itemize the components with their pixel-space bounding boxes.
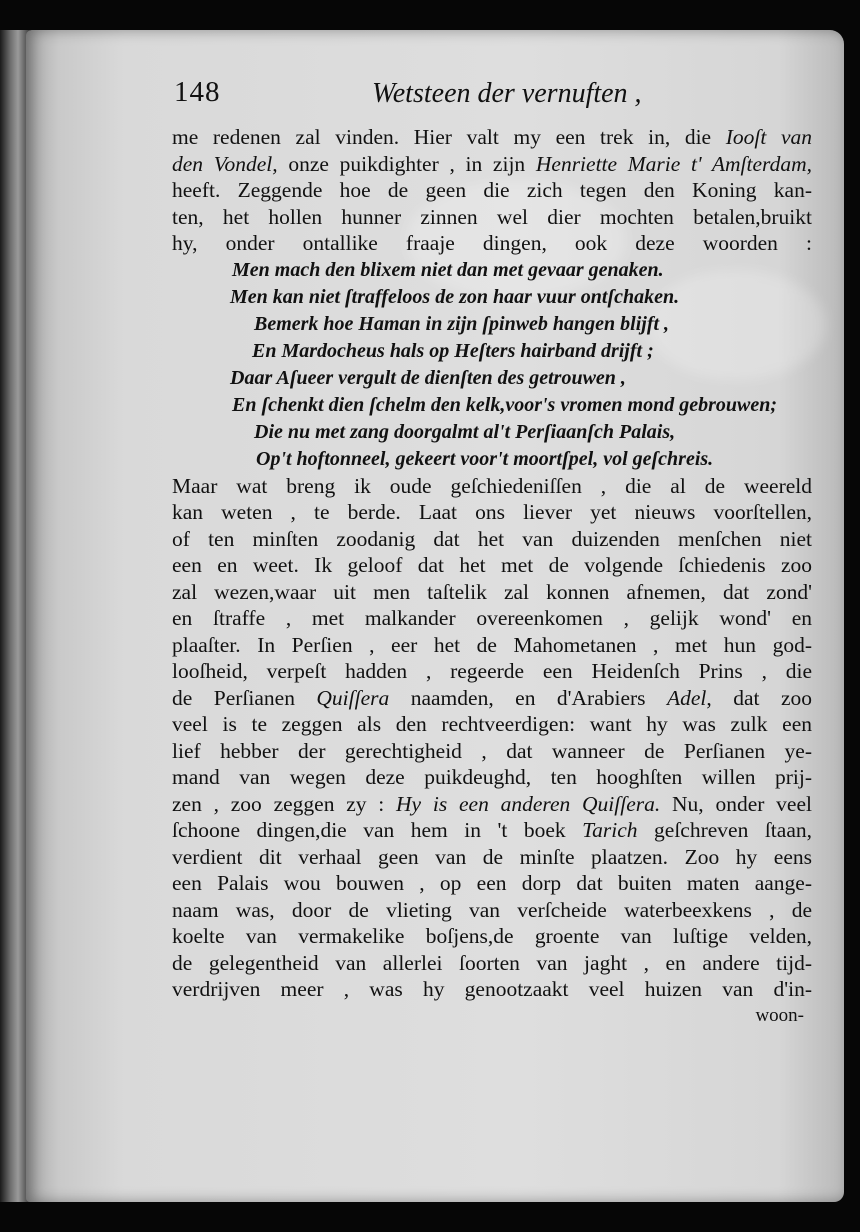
text-line (172, 738, 812, 765)
prose-paragraph-2 (172, 473, 812, 1003)
text-run: mand van wegen deze puikdeughd, ten hooghſten willen prij- (172, 765, 812, 789)
text-run: ten, het hollen hunner zinnen wel dier mochten betalen,bruikt (172, 204, 812, 229)
text-line (172, 124, 812, 151)
text-run: of ten minſten zoodanig dat het van duizenden menſchen niet (172, 526, 812, 551)
text-line (172, 897, 812, 924)
text-line (172, 526, 812, 553)
text-run: de gelegentheid van allerlei ſoorten van jaght , en andere tijd- (172, 950, 812, 975)
italic-run: Tarich (582, 818, 638, 842)
text-run: Nu, onder veel (660, 791, 812, 816)
verse-line: Die nu met zang doorgalmt al't Perſiaanſch Palais, (254, 420, 676, 443)
text-line (172, 711, 812, 738)
text-line (172, 204, 812, 231)
catchword: woon- (755, 1004, 804, 1026)
verse-line: En ſchenkt dien ſchelm den kelk,voor's vromen mond gebrouwen; (232, 393, 777, 416)
text-line (172, 499, 812, 526)
text-line (172, 632, 812, 659)
text-line (172, 473, 812, 500)
text-line (172, 844, 812, 871)
text-run: zal wezen,waar uit men taſtelik zal konnen afnemen, dat zond' (172, 579, 812, 604)
italic-run: Henriette Marie t' Amſterdam, (535, 151, 813, 176)
text-run: me redenen zal vinden. Hier valt my een trek in, die (172, 125, 726, 149)
verse-quotation (172, 257, 812, 473)
text-line (172, 950, 812, 977)
text-line (172, 685, 812, 712)
text-line (172, 579, 812, 606)
italic-run: Quiſſera (316, 685, 390, 710)
text-run: heeft. Zeggende hoe de geen die zich tegen den Koning kan- (172, 178, 812, 202)
text-line (172, 923, 812, 950)
text-line (172, 976, 812, 1003)
text-run: geſchreven ſtaan, (637, 818, 812, 842)
text-run: verdient dit verhaal geen van de minſte plaatzen. Zoo hy eens (172, 844, 812, 869)
text-run: onze puikdighter , in zijn (277, 151, 536, 176)
italic-run: Iooſt van (725, 125, 812, 149)
verse-line: Men kan niet ſtraffeloos de zon haar vuur ontſchaken. (230, 285, 680, 308)
italic-run: den Vondel, (172, 151, 278, 176)
text-run: veel is te zeggen als den rechtveerdigen: want hy was zulk een (172, 712, 812, 736)
verse-line: Op't hoftonneel, gekeert voor't moortſpel, vol geſchreis. (256, 447, 714, 470)
text-line (172, 177, 812, 204)
text-run: lief hebber der gerechtigheid , dat wanneer de Perſianen ye- (172, 738, 812, 763)
prose-paragraph-1 (172, 124, 812, 257)
text-run: kan weten , te berde. Laat ons liever yet nieuws voorſtellen, (172, 500, 812, 524)
running-head: Wetsteen der vernuften , (372, 78, 642, 109)
text-run: plaaſter. In Perſien , eer het de Mahometanen , met hun god- (172, 632, 812, 657)
text-run: een en weet. Ik geloof dat het met de volgende ſchiedenis zoo (172, 553, 812, 577)
verse-line: Men mach den blixem niet dan met gevaar genaken. (232, 258, 664, 281)
text-line (172, 764, 812, 791)
verse-line: Bemerk hoe Haman in zijn ſpinweb hangen blijft , (254, 312, 670, 335)
text-line (172, 791, 812, 818)
text-run: zen , zoo zeggen zy : (172, 791, 397, 816)
text-run: verdrijven meer , was hy genootzaakt veel huizen van d'in- (172, 977, 812, 1001)
text-run: naam was, door de vlieting van verſcheide waterbeexkens , de (172, 897, 812, 922)
text-run: hy, onder ontallike fraaje dingen, ook deze woorden : (172, 231, 812, 255)
verse-line: En Mardocheus hals op Heſters hairband drijft ; (252, 339, 654, 362)
text-run: , dat zoo (706, 685, 812, 710)
text-line (172, 870, 812, 897)
text-run: en ſtraffe , met malkander overeenkomen , gelijk wond' en (172, 606, 812, 630)
text-line (172, 151, 812, 178)
text-line (172, 658, 812, 685)
text-line (172, 605, 812, 632)
verse-line: Daar Aſueer vergult de dienſten des getrouwen , (230, 366, 626, 389)
text-run: een Palais wou bouwen , op een dorp dat buiten maten aange- (172, 871, 812, 895)
text-run: koelte van vermakelike boſjens,de groente van luſtige velden, (172, 924, 812, 948)
text-line (172, 230, 812, 257)
text-run: naamden, en d'Arabiers (389, 685, 667, 710)
italic-run: Hy is een anderen Quiſſera. (396, 791, 661, 816)
text-line (172, 817, 812, 844)
text-run: ſchoone dingen,die van hem in 't boek (172, 818, 583, 842)
italic-run: Adel (667, 685, 707, 710)
page-text-block (172, 76, 812, 1029)
page-number: 148 (174, 76, 221, 108)
text-run: looſheid, verpeſt hadden , regeerde een Heidenſch Prins , die (172, 659, 812, 683)
text-run: Maar wat breng ik oude geſchiedeniſſen , die al de weereld (172, 473, 812, 498)
text-run: de Perſianen (172, 685, 317, 710)
text-line (172, 552, 812, 579)
page-header (172, 76, 812, 124)
